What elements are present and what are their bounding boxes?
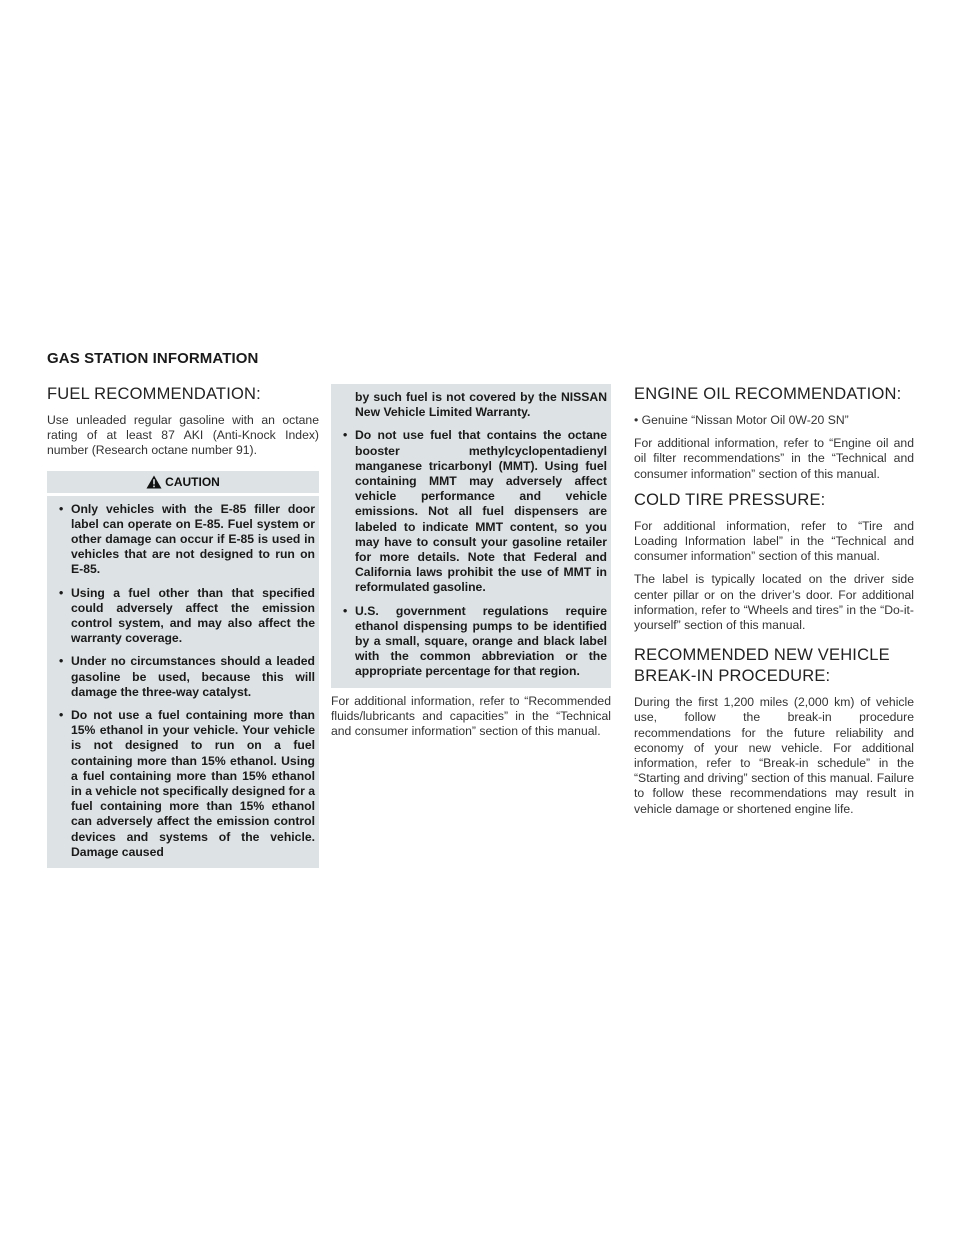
caution-item: • Under no circumstances should a leaded gasoline be used, because this will damage the three-way catalyst.	[59, 654, 315, 700]
tire-para-1: For additional information, refer to “Tire and Loading Information label” in the “Technical and consumer information” section of this manual.	[634, 518, 914, 564]
fuel-heading: FUEL RECOMMENDATION:	[47, 385, 261, 403]
caution-label: CAUTION	[165, 474, 220, 489]
breakin-heading-line-2: BREAK-IN PROCEDURE:	[634, 667, 831, 686]
engine-oil-heading: ENGINE OIL RECOMMENDATION:	[634, 385, 902, 403]
caution-item: • U.S. government regulations require ethanol dispensing pumps to be identified by a small, square, orange and black label with the common abbreviation or the appropriate percentage for that region.	[343, 604, 607, 680]
caution-box-continued	[331, 384, 611, 688]
column-middle	[331, 384, 611, 747]
caution-item: • Using a fuel other than that specified could adversely affect the emission control system, and may also affect the warranty coverage.	[59, 586, 315, 647]
column-right	[634, 384, 914, 825]
warning-icon	[146, 475, 162, 489]
tire-para-2: The label is typically located on the driver side center pillar or on the driver’s door. For additional information, refer to “Wheels and tires” in the “Do-it-yourself” section of this manual.	[634, 572, 914, 633]
breakin-para: During the first 1,200 miles (2,000 km) of vehicle use, follow the break-in procedure recommendations for the future reliability and economy of your new vehicle. For additional information, refer to “Break-in schedule” in the “Starting and driving” section of this manual. Failure to follow these recommendations may result in vehicle damage or shortened engine life.	[634, 695, 914, 816]
fuel-intro: Use unleaded regular gasoline with an octane rating of at least 87 AKI (Anti-Knock Index) number (Research octane number 91).	[47, 413, 319, 458]
caution-item: • Do not use fuel that contains the octane booster methylcyclopentadienyl manganese tricarbonyl (MMT). Using fuel containing MMT may adversely affect vehicle performance and vehicle emissions. Not all fuel dispensers are labeled to indicate MMT content, so you may have to consult your gasoline retailer for more details. Note that Federal and California laws prohibit the use of MMT in reformulated gasoline.	[343, 428, 607, 595]
breakin-heading-line-1: RECOMMENDED NEW VEHICLE	[634, 646, 890, 665]
caution-item: • Only vehicles with the E-85 filler door label can operate on E-85. Fuel system or other damage can occur if E-85 is used in vehicles that are not designed to run on E-85.	[59, 502, 315, 578]
column-left	[47, 384, 319, 868]
engine-oil-bullet: • Genuine “Nissan Motor Oil 0W-20 SN”	[634, 413, 849, 427]
caution-header	[47, 471, 319, 493]
tire-heading: COLD TIRE PRESSURE:	[634, 490, 826, 509]
caution-box	[47, 496, 319, 868]
engine-oil-para: For additional information, refer to “Engine oil and oil filter recommendations” in the “Technical and consumer information” section of this manual.	[634, 436, 914, 481]
breakin-heading	[634, 645, 914, 687]
fuel-after-caution: For additional information, refer to “Recommended fluids/lubricants and capacities” in the “Technical and consumer information” section of this manual.	[331, 693, 611, 739]
caution-item: by such fuel is not covered by the NISSAN New Vehicle Limited Warranty.	[355, 390, 607, 420]
caution-item: • Do not use a fuel containing more than 15% ethanol in your vehicle. Your vehicle is not designed to run on a fuel containing more than 15% ethanol. Using a fuel containing more than 15% ethanol in a vehicle not specifically designed for a fuel containing more than 15% ethanol can adversely affect the emission control devices and systems of the vehicle. Damage caused	[59, 708, 315, 860]
section-title: GAS STATION INFORMATION	[47, 350, 259, 367]
